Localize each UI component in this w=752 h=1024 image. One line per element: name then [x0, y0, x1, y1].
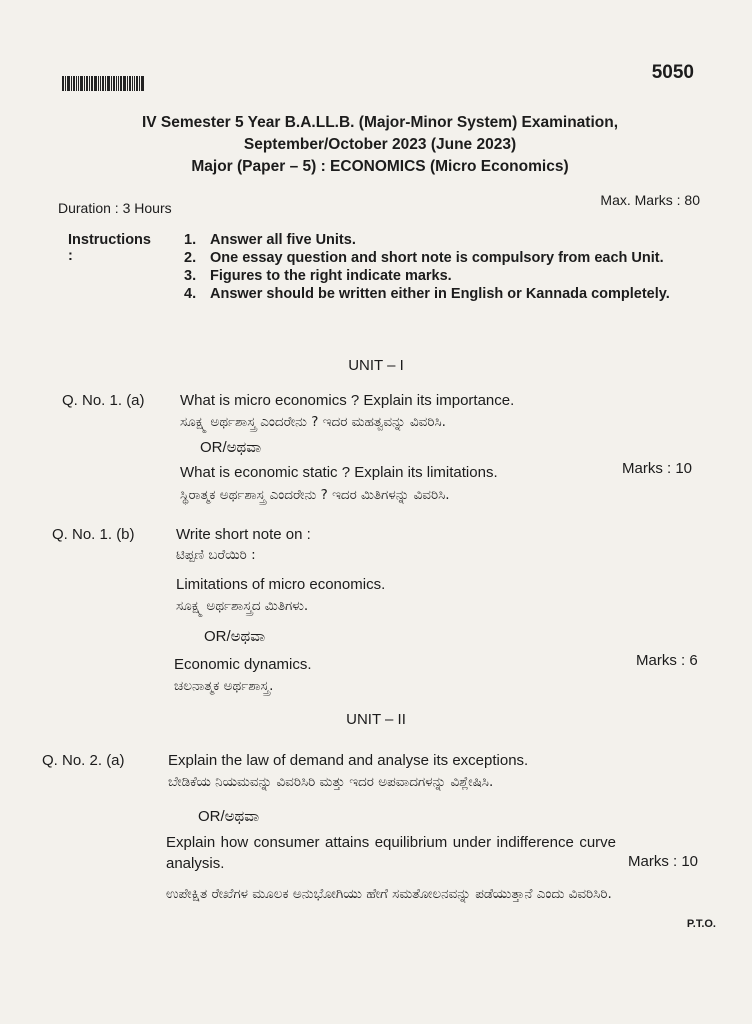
- instruction-item: 2. One essay question and short note is compulsory from each Unit.: [184, 250, 664, 266]
- q1b-label: Q. No. 1. (b): [52, 526, 135, 543]
- barcode: [62, 76, 150, 91]
- instruction-item: 3. Figures to the right indicate marks.: [184, 268, 452, 284]
- exam-heading: [80, 112, 680, 178]
- heading-line-3: Major (Paper – 5) : ECONOMICS (Micro Economics): [191, 158, 569, 175]
- instructions-label: Instructions :: [68, 232, 151, 264]
- q2a-option1-kn: ಬೇಡಿಕೆಯ ನಿಯಮವನ್ನು ವಿವರಿಸಿರಿ ಮತ್ತು ಇದರ ಅಪವಾದಗಳನ್ನು ವಿಶ್ಲೇಷಿಸಿ.: [168, 774, 494, 790]
- q2a-or: OR/ಅಥವಾ: [198, 808, 260, 825]
- heading-line-2: September/October 2023 (June 2023): [243, 136, 517, 153]
- q2a-option2-en: Explain how consumer attains equilibrium under indifference curve analysis.: [166, 834, 616, 872]
- duration: Duration : 3 Hours: [58, 200, 172, 216]
- heading-line-1: IV Semester 5 Year B.A.LL.B. (Major-Minor System) Examination,: [141, 114, 619, 131]
- max-marks: Max. Marks : 80: [600, 192, 700, 208]
- q1a-label: Q. No. 1. (a): [62, 392, 145, 409]
- q1b-marks: Marks : 6: [636, 652, 698, 669]
- unit-1-title: UNIT – I: [348, 357, 404, 374]
- q1a-option2-en: What is economic static ? Explain its limitations.: [180, 464, 498, 481]
- q1a-marks: Marks : 10: [622, 460, 693, 477]
- q2a-label: Q. No. 2. (a): [42, 752, 125, 769]
- q1a-option2-kn: ಸ್ಥಿರಾತ್ಮಕ ಅರ್ಥಶಾಸ್ತ್ರ ಎಂದರೇನು ? ಇದರ ಮಿತಿಗಳನ್ನು ವಿವರಿಸಿ.: [180, 487, 450, 503]
- q2a-marks: Marks : 10: [628, 853, 699, 870]
- q1a-option1-kn: ಸೂಕ್ಷ್ಮ ಅರ್ಥಶಾಸ್ತ್ರ ಎಂದರೇನು ? ಇದರ ಮಹತ್ವವನ್ನು ವಿವರಿಸಿ.: [180, 414, 446, 430]
- q1b-option2-kn: ಚಲನಾತ್ಮಕ ಅರ್ಥಶಾಸ್ತ್ರ.: [174, 678, 274, 694]
- q1b-intro-kn: ಟಿಪ್ಪಣಿ ಬರೆಯಿರಿ :: [176, 547, 256, 563]
- q2a-option2-kn: ಉಪೇಕ್ಷಿತ ರೇಖೆಗಳ ಮೂಲಕ ಅನುಭೋಗಿಯು ಹೇಗೆ ಸಮತೋಲನವನ್ನು ಪಡೆಯುತ್ತಾನೆ ಎಂದು ವಿವರಿಸಿರಿ.: [166, 886, 612, 902]
- instruction-item: 4. Answer should be written either in English or Kannada completely.: [184, 286, 670, 302]
- q1a-or: OR/ಅಥವಾ: [200, 439, 262, 456]
- instructions-list: [184, 232, 724, 304]
- q1b-option1-kn: ಸೂಕ್ಷ್ಮ ಅರ್ಥಶಾಸ್ತ್ರದ ಮಿತಿಗಳು.: [176, 598, 309, 614]
- q1b-option1-en: Limitations of micro economics.: [176, 576, 386, 593]
- instruction-item: 1. Answer all five Units.: [184, 232, 356, 248]
- q1b-or: OR/ಅಥವಾ: [204, 628, 266, 645]
- unit-2-title: UNIT – II: [346, 711, 406, 728]
- q1b-intro-en: Write short note on :: [176, 526, 311, 543]
- q1a-option1-en: What is micro economics ? Explain its importance.: [180, 392, 515, 409]
- pto-note: P.T.O.: [686, 918, 716, 930]
- paper-code: 5050: [651, 62, 694, 83]
- q1b-option2-en: Economic dynamics.: [174, 656, 312, 673]
- q2a-option1-en: Explain the law of demand and analyse its exceptions.: [168, 752, 529, 769]
